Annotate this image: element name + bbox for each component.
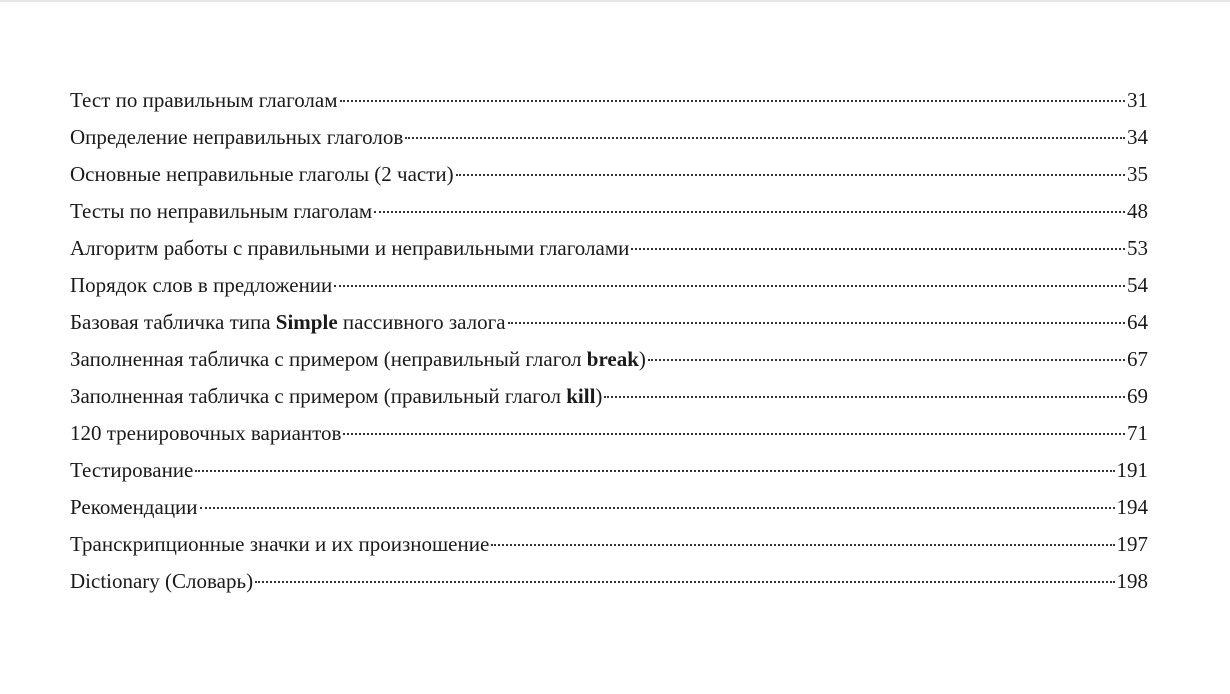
toc-entry-title-emphasis: Simple	[275, 310, 338, 334]
toc-entry-title-text: Основные неправильные глаголы (2 части)	[70, 162, 454, 186]
dot-leader	[456, 174, 1125, 176]
toc-entry[interactable]	[70, 304, 1148, 341]
dot-leader	[343, 433, 1125, 435]
toc-entry-title	[70, 341, 646, 378]
toc-entry[interactable]	[70, 156, 1148, 193]
toc-entry-page-number: 69	[1127, 384, 1148, 408]
toc-entry-title-text: Рекомендации	[70, 495, 198, 519]
toc-entry-title-text: Транскрипционные значки и их произношение	[70, 532, 490, 556]
dot-leader	[648, 359, 1125, 361]
toc-entry-title	[70, 452, 193, 489]
toc-entry-title-text: Тесты по неправильным глаголам	[70, 199, 373, 223]
toc-entry-title-text: Алгоритм работы с правильными и неправильными глаголами	[70, 236, 630, 260]
dot-leader	[334, 285, 1125, 287]
dot-leader	[255, 581, 1114, 583]
dot-leader	[200, 507, 1115, 509]
toc-entry-title-text: 120 тренировочных вариантов	[70, 421, 342, 445]
toc-entry-title	[70, 563, 253, 600]
toc-entry-title-text: Заполненная табличка с примером (правильный глагол	[70, 384, 567, 408]
toc-entry-page-number: 191	[1116, 458, 1148, 482]
toc-entry-title-text: Тест по правильным глаголам	[70, 88, 338, 112]
toc-entry[interactable]	[70, 378, 1148, 415]
toc-entry[interactable]	[70, 415, 1148, 452]
toc-entry-page-number: 53	[1127, 236, 1148, 260]
toc-entry[interactable]	[70, 230, 1148, 267]
toc-entry-title	[70, 304, 506, 341]
toc-entry-title	[70, 119, 403, 156]
toc-entry-title-text: Порядок слов в предложении	[70, 273, 333, 297]
dot-leader	[405, 137, 1125, 139]
toc-entry[interactable]	[70, 452, 1148, 489]
toc-entry-page-number: 194	[1116, 495, 1148, 519]
toc-entry-title-text: Заполненная табличка с примером (неправильный глагол	[70, 347, 587, 371]
dot-leader	[195, 470, 1114, 472]
dot-leader	[631, 248, 1125, 250]
toc-entry-title	[70, 267, 332, 304]
top-divider	[0, 0, 1230, 2]
toc-entry[interactable]	[70, 82, 1148, 119]
toc-entry-title	[70, 415, 341, 452]
toc-entry[interactable]	[70, 489, 1148, 526]
toc-entry-title-emphasis: break	[586, 347, 639, 371]
toc-entry-page-number: 71	[1127, 421, 1148, 445]
toc-entry-title	[70, 526, 489, 563]
toc-entry-title-text: пассивного залога	[337, 310, 506, 334]
toc-entry[interactable]	[70, 193, 1148, 230]
toc-entry-title-text: Dictionary (Словарь)	[70, 569, 254, 593]
toc-entry[interactable]	[70, 267, 1148, 304]
toc-entry-page-number: 48	[1127, 199, 1148, 223]
toc-entry-title-text: Определение неправильных глаголов	[70, 125, 404, 149]
dot-leader	[374, 211, 1125, 213]
toc-entry-title	[70, 82, 338, 119]
toc-entry-title-text: Базовая табличка типа	[70, 310, 276, 334]
toc-entry-page-number: 64	[1127, 310, 1148, 334]
toc-entry-title	[70, 193, 372, 230]
dot-leader	[604, 396, 1125, 398]
toc-entry[interactable]	[70, 526, 1148, 563]
toc-entry[interactable]	[70, 119, 1148, 156]
dot-leader	[340, 100, 1125, 102]
toc-entry-page-number: 34	[1127, 125, 1148, 149]
toc-entry[interactable]	[70, 563, 1148, 600]
toc-entry-title-text: )	[595, 384, 603, 408]
toc-entry-title	[70, 489, 198, 526]
dot-leader	[508, 322, 1125, 324]
toc-entry-title	[70, 378, 602, 415]
toc-entry-page-number: 35	[1127, 162, 1148, 186]
table-of-contents	[70, 82, 1148, 600]
dot-leader	[491, 544, 1114, 546]
toc-entry-title	[70, 156, 454, 193]
toc-entry-title-text: Тестирование	[70, 458, 194, 482]
toc-entry-page-number: 67	[1127, 347, 1148, 371]
toc-entry[interactable]	[70, 341, 1148, 378]
toc-entry-page-number: 198	[1116, 569, 1148, 593]
toc-entry-title-text: )	[638, 347, 646, 371]
toc-entry-page-number: 31	[1127, 88, 1148, 112]
toc-entry-title	[70, 230, 629, 267]
toc-entry-page-number: 54	[1127, 273, 1148, 297]
toc-entry-page-number: 197	[1116, 532, 1148, 556]
toc-entry-title-emphasis: kill	[566, 384, 596, 408]
